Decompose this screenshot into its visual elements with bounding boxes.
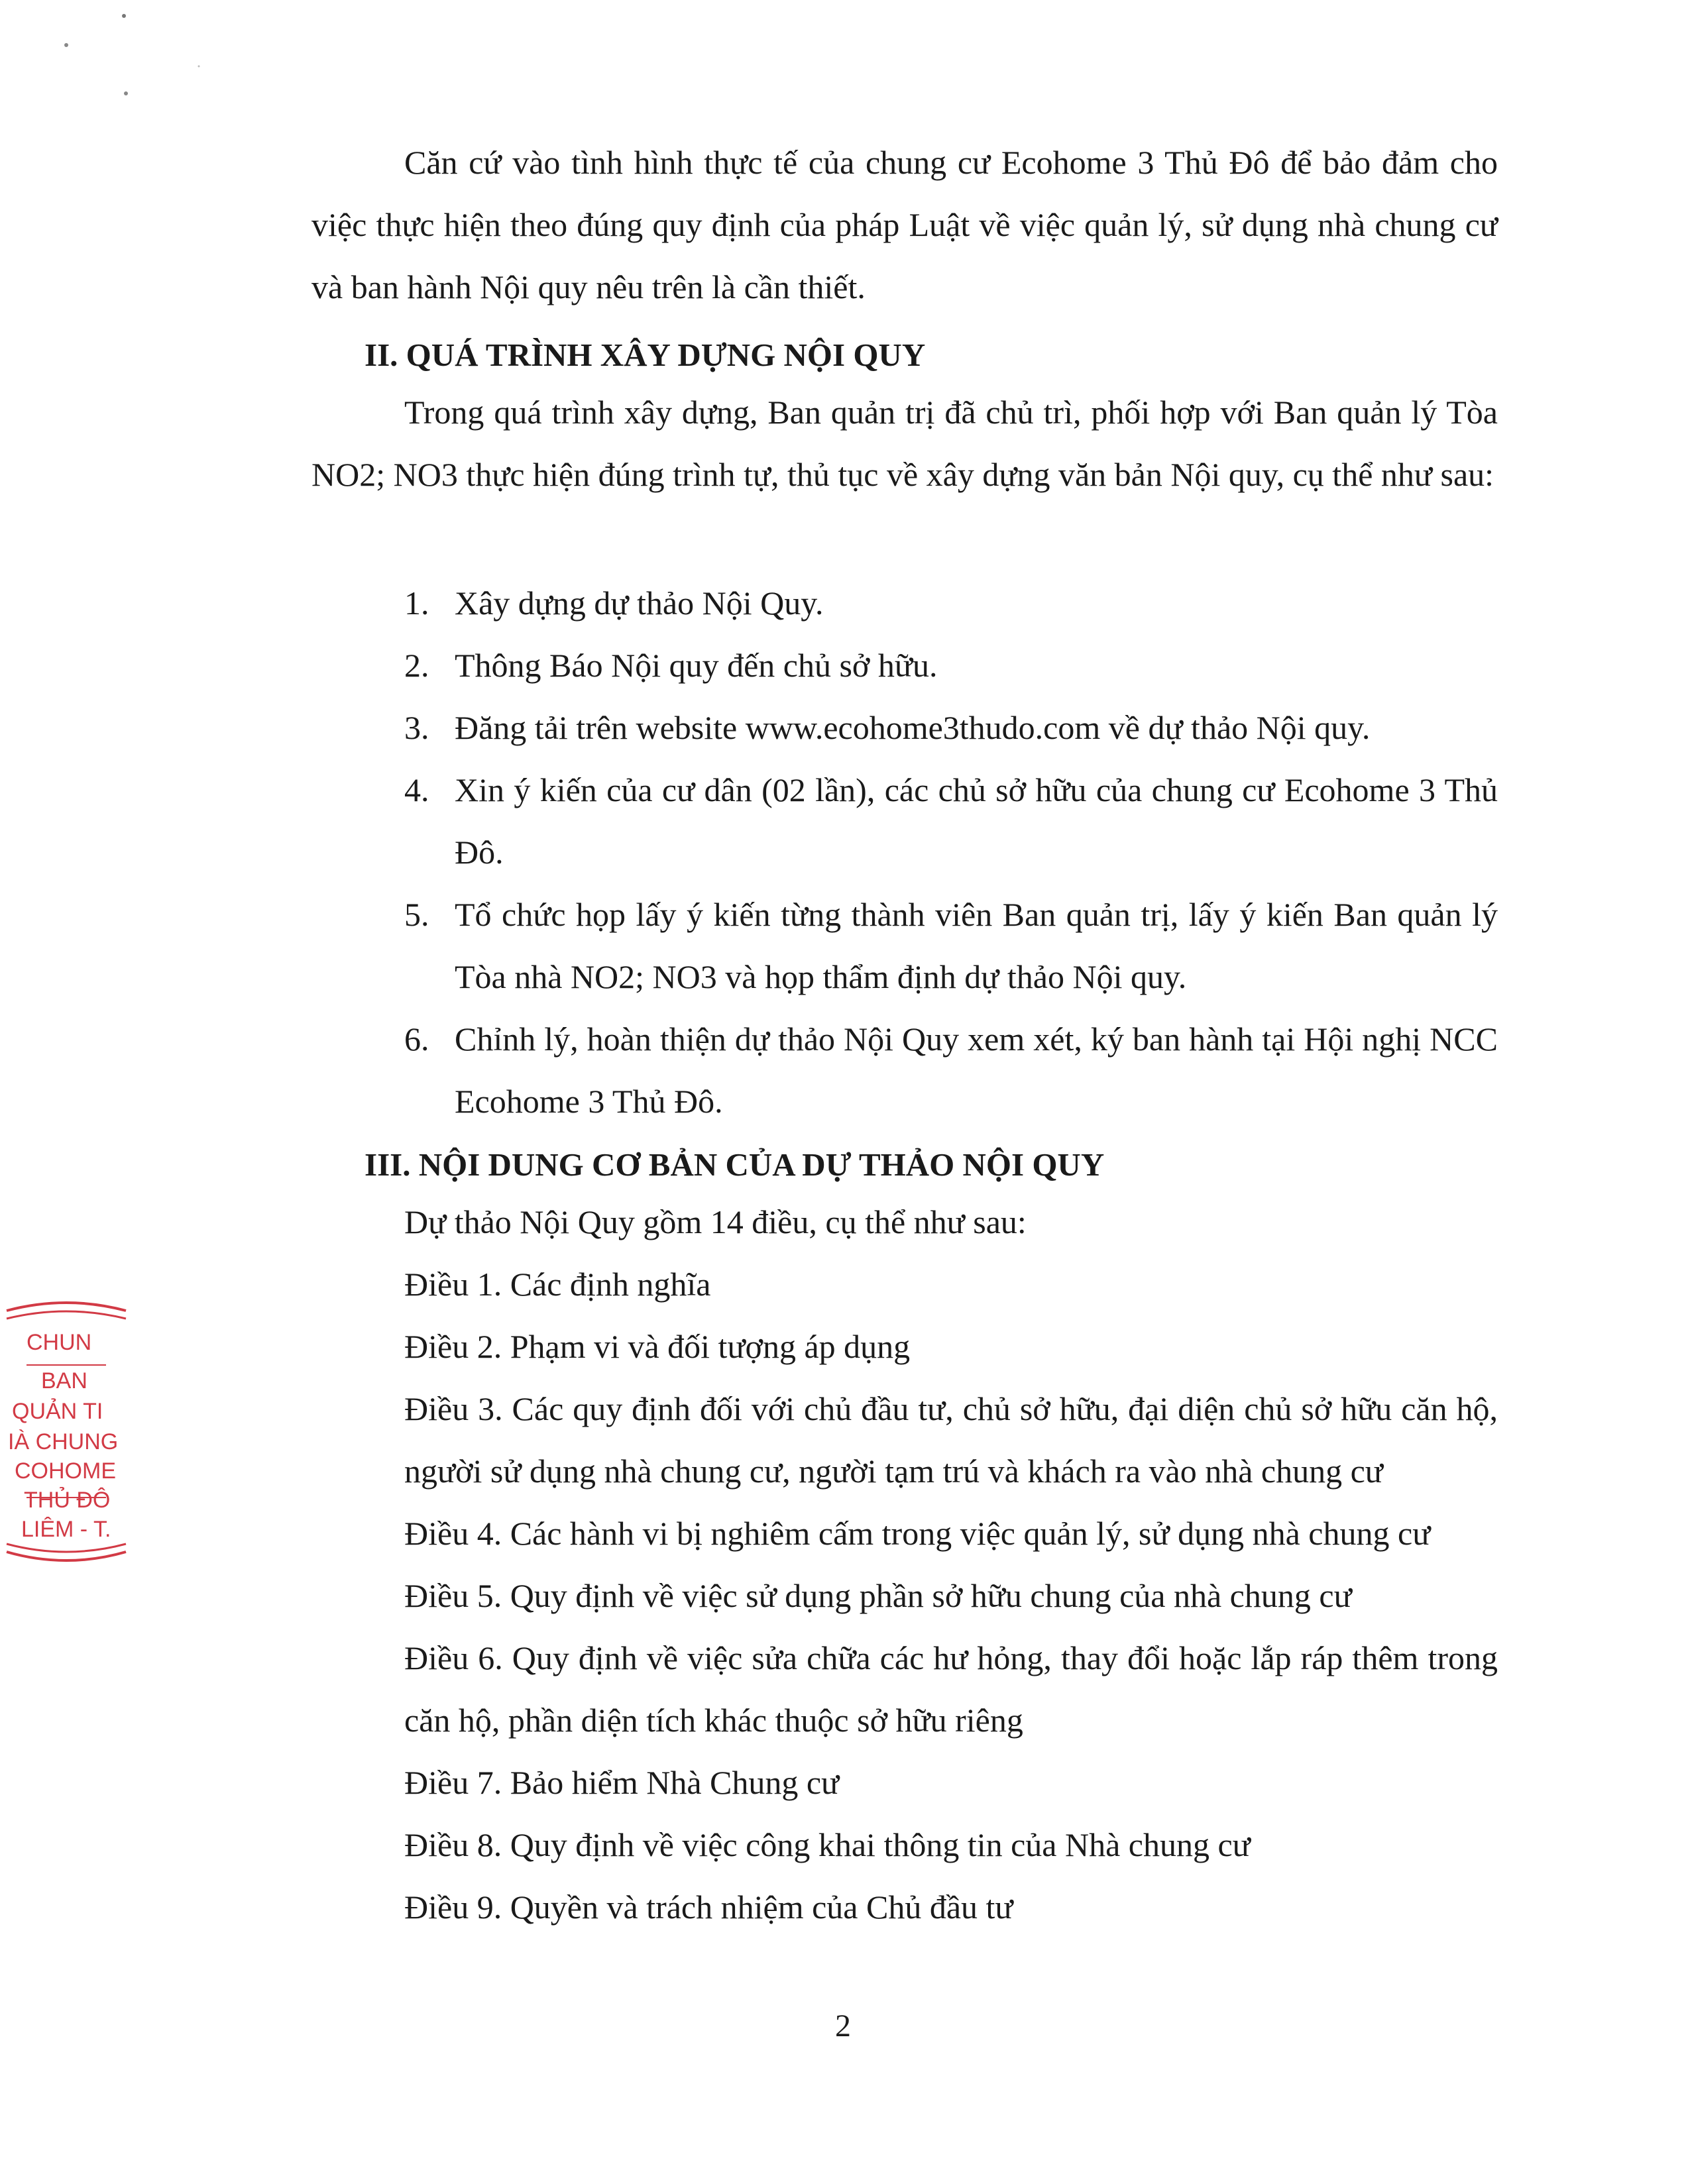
articles-intro: Dự thảo Nội Quy gồm 14 điều, cụ thể như sau:	[404, 1203, 1027, 1240]
scan-specks	[0, 0, 265, 133]
seal-text: QUẢN TI	[12, 1399, 103, 1424]
section-2-heading: II. QUÁ TRÌNH XÂY DỰNG NỘI QUY	[365, 337, 926, 373]
intro-paragraph: Căn cứ vào tình hình thực tế của chung cư Ecohome 3 Thủ Đô để bảo đảm cho việc thực hiện theo đúng quy định của pháp Luật về việc quản lý, sử dụng nhà chung cư và ban hành Nội quy nêu trên là cần thiết.	[311, 144, 1498, 305]
article-item: Điều 4. Các hành vi bị nghiêm cấm trong việc quản lý, sử dụng nhà chung cư	[404, 1515, 1431, 1552]
article-item: Điều 7. Bảo hiểm Nhà Chung cư	[404, 1764, 840, 1801]
official-seal-stamp	[0, 1299, 133, 1570]
list-item: 6. Chỉnh lý, hoàn thiện dự thảo Nội Quy xem xét, ký ban hành tại Hội nghị NCC Ecohome 3 Thủ Đô.	[404, 1020, 1498, 1120]
process-steps-list	[404, 572, 1498, 1132]
list-item: 1. Xây dựng dự thảo Nội Quy.	[404, 584, 824, 622]
seal-text: THỦ ĐÔ	[24, 1488, 111, 1513]
list-item: 2. Thông Báo Nội quy đến chủ sở hữu.	[404, 647, 938, 684]
article-item: Điều 9. Quyền và trách nhiệm của Chủ đầu tư	[404, 1888, 1013, 1926]
list-item: 5. Tổ chức họp lấy ý kiến từng thành viên Ban quản trị, lấy ý kiến Ban quản lý Tòa nhà NO2; NO3 và họp thẩm định dự thảo Nội quy.	[404, 896, 1498, 995]
article-item: Điều 2. Phạm vi và đối tượng áp dụng	[404, 1328, 911, 1365]
seal-text: BAN	[41, 1368, 87, 1393]
page-number: 2	[835, 2008, 851, 2044]
article-item: Điều 3. Các quy định đối với chủ đầu tư, chủ sở hữu, đại diện chủ sở hữu căn hộ, người sử dụng nhà chung cư, người tạm trú và khách ra vào nhà chung cư	[404, 1390, 1498, 1490]
section-3-heading: III. NỘI DUNG CƠ BẢN CỦA DỰ THẢO NỘI QUY	[365, 1146, 1105, 1183]
list-item: 4. Xin ý kiến của cư dân (02 lần), các chủ sở hữu của chung cư Ecohome 3 Thủ Đô.	[404, 771, 1498, 871]
article-item: Điều 6. Quy định về việc sửa chữa các hư hỏng, thay đổi hoặc lắp ráp thêm trong căn hộ, phần diện tích khác thuộc sở hữu riêng	[404, 1639, 1498, 1739]
seal-text: IÀ CHUNG	[8, 1429, 119, 1454]
articles-list	[404, 1191, 1498, 1938]
section-2-paragraph: Trong quá trình xây dựng, Ban quản trị đã chủ trì, phối hợp với Ban quản lý Tòa NO2; NO3 thực hiện đúng trình tự, thủ tục về xây dựng văn bản Nội quy, cụ thể như sau:	[311, 394, 1498, 493]
seal-text: COHOME	[15, 1458, 116, 1484]
article-item: Điều 5. Quy định về việc sử dụng phần sở hữu chung của nhà chung cư	[404, 1577, 1352, 1614]
seal-text: CHUN	[27, 1330, 92, 1355]
article-item: Điều 1. Các định nghĩa	[404, 1266, 711, 1303]
seal-text: LIÊM - T.	[21, 1517, 111, 1542]
article-item: Điều 8. Quy định về việc công khai thông tin của Nhà chung cư	[404, 1826, 1251, 1863]
list-item: 3. Đăng tải trên website www.ecohome3thudo.com về dự thảo Nội quy.	[404, 709, 1371, 746]
